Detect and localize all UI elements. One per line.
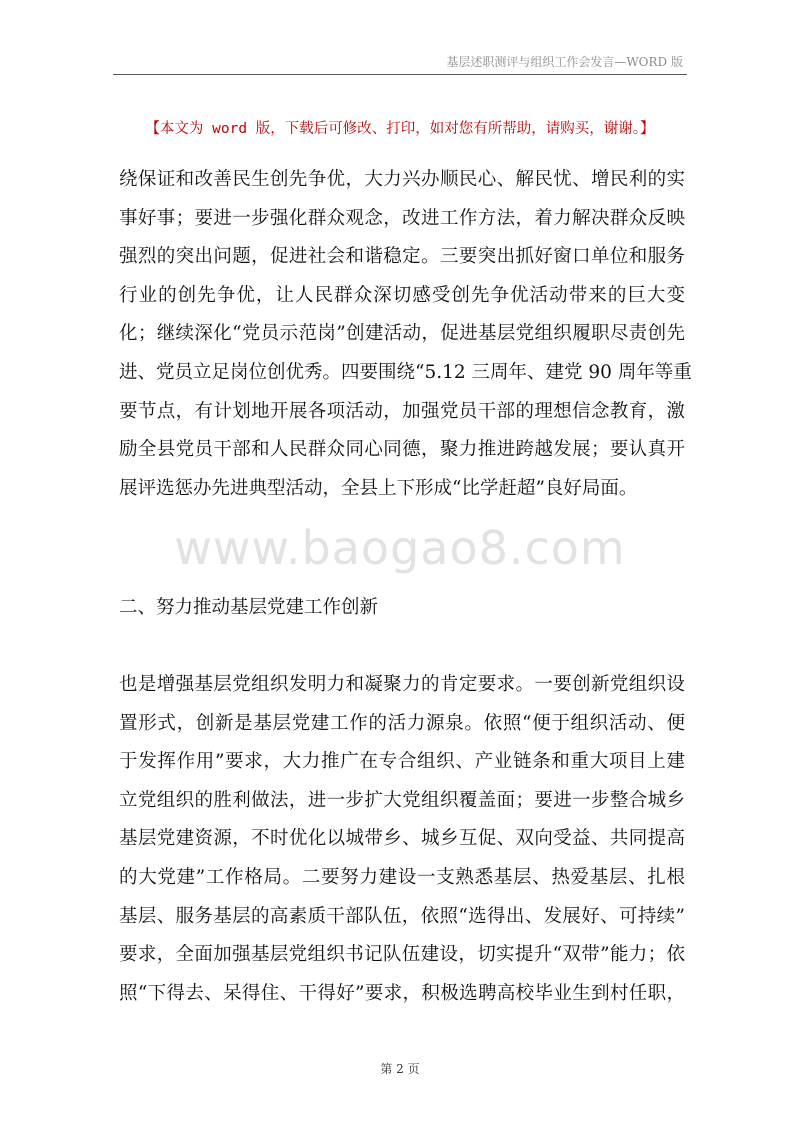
watermark: www.baogao8.com <box>174 521 626 575</box>
paragraph-line: 的大党建”工作格局。二要努力建设一支熟悉基层、热爱基层、扎根 <box>119 866 685 888</box>
paragraph-line: 照“下得去、呆得住、干得好”要求，积极选聘高校毕业生到村任职， <box>119 982 685 1004</box>
header-divider <box>113 74 687 75</box>
page-number: 第 2 页 <box>380 1062 420 1076</box>
paragraph-line: 置形式，创新是基层党建工作的活力源泉。依照“便于组织活动、便 <box>119 712 685 734</box>
paragraph-line: 要求，全面加强基层党组织书记队伍建设，切实提升“双带”能力；依 <box>119 944 685 966</box>
paragraph-line: 基层党建资源，不时优化以城带乡、城乡互促、双向受益、共同提高 <box>119 828 685 850</box>
section-heading: 二、努力推动基层党建工作创新 <box>119 597 379 618</box>
paragraph-line: 强烈的突出问题，促进社会和谐稳定。三要突出抓好窗口单位和服务 <box>119 246 685 268</box>
paragraph-line: 行业的创先争优，让人民群众深切感受创先争优活动带来的巨大变 <box>119 284 685 306</box>
paragraph-line: 立党组织的胜利做法，进一步扩大党组织覆盖面；要进一步整合城乡 <box>119 789 685 811</box>
paragraph-line: 绕保证和改善民生创先争优，大力兴办顺民心、解民忧、增民利的实 <box>119 169 685 190</box>
paragraph-line: 也是增强基层党组织发明力和凝聚力的肯定要求。一要创新党组织设 <box>119 674 685 695</box>
download-notice: 【本文为 word 版，下载后可修改、打印，如对您有所帮助，请购买，谢谢。】 <box>145 121 655 137</box>
paragraph-line: 进、党员立足岗位创优秀。四要围绕“5.12 三周年、建党 90 周年等重 <box>119 361 692 383</box>
paragraph-line: 基层、服务基层的高素质干部队伍，依照“选得出、发展好、可持续” <box>119 905 685 927</box>
paragraph-line: 励全县党员干部和人民群众同心同德，聚力推进跨越发展；要认真开 <box>119 439 685 461</box>
paragraph-line: 要节点，有计划地开展各项活动，加强党员干部的理想信念教育，激 <box>119 400 685 422</box>
paragraph-2 <box>119 666 685 1013</box>
paragraph-line: 事好事；要进一步强化群众观念，改进工作方法，着力解决群众反映 <box>119 207 685 229</box>
paragraph-line: 于发挥作用”要求，大力推广在专合组织、产业链条和重大项目上建 <box>119 751 685 773</box>
paragraph-line: 展评选惩办先进典型活动，全县上下形成“比学赶超”良好局面。 <box>119 477 638 499</box>
paragraph-line: 化；继续深化“党员示范岗”创建活动，促进基层党组织履职尽责创先 <box>119 323 685 345</box>
header-title: 基层述职测评与组织工作会发言—WORD 版 <box>446 55 683 69</box>
paragraph-1 <box>119 161 692 508</box>
